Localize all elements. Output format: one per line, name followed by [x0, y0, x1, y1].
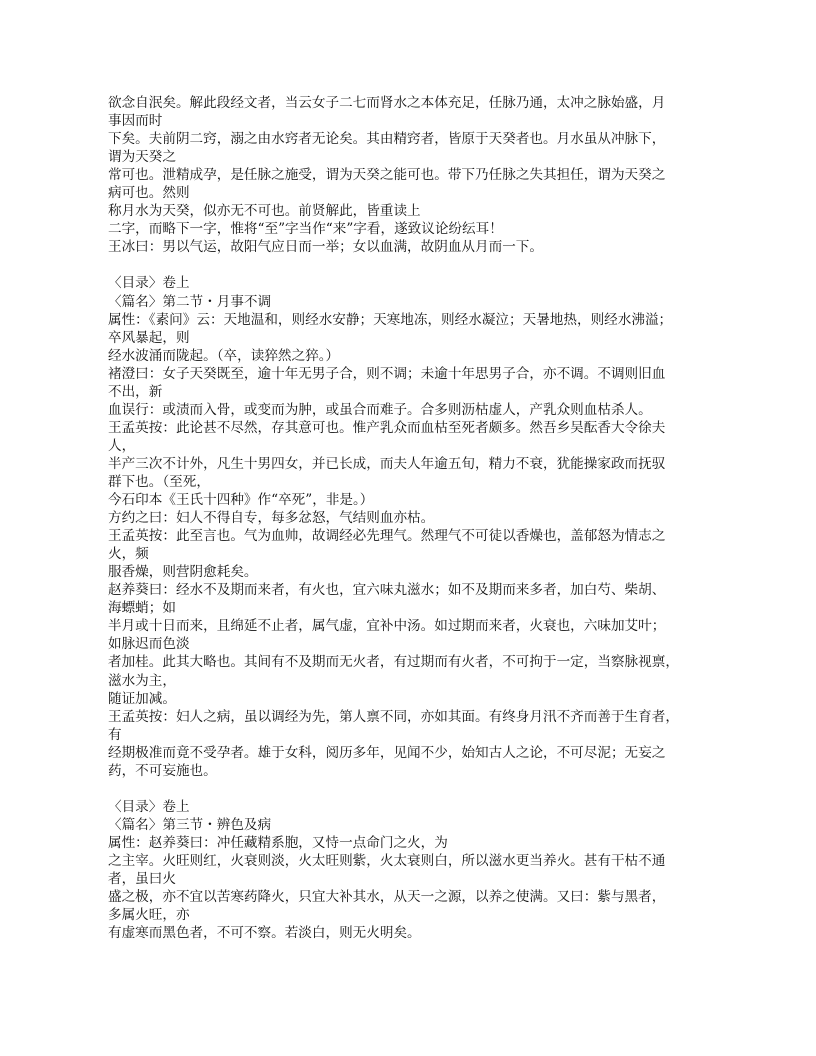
- text-line: 有虚寒而黑色者，不可不察。若淡白，则无火明矣。: [108, 925, 421, 942]
- text-line: 药，不可妄施也。: [108, 762, 217, 779]
- text-line: 半产三次不计外，凡生十男四女，并已长成，而夫人年逾五旬，精力不衰，犹能操家政而抚驭: [108, 455, 666, 472]
- text-line: 欲念自泯矣。解此段经文者，当云女子二七而肾水之本体充足，任脉乃通，太冲之脉始盛，月: [108, 95, 666, 111]
- text-line: 群下也。（至死，: [108, 473, 210, 490]
- section-3-color-and-disease: [108, 798, 718, 942]
- text-line: 如脉迟而色淡: [108, 636, 190, 653]
- text-line: 者加桂。此其大略也。其间有不及期而无火者，有过期而有火者，不可拘于一定，当察脉视禀，: [108, 654, 679, 671]
- text-line: 血误行：或渍而入骨，或变而为肿，或虽合而难子。合多则沥枯虚人，产乳众则血枯杀人。: [108, 401, 652, 418]
- section-continuation: [108, 94, 718, 256]
- document-page: [108, 94, 718, 942]
- text-line: 王孟英按：此论甚不尽然，存其意可也。惟产乳众而血枯至死者颇多。然吾乡吴酝香大令徐夫: [108, 419, 666, 436]
- text-line: 赵养葵曰：经水不及期而来者，有火也，宜六味丸滋水；如不及期而来多者，加白芍、柴胡、: [108, 582, 666, 599]
- blank-line: [108, 780, 718, 798]
- text-line: 滋水为主，: [108, 672, 176, 689]
- text-line: 火，频: [108, 546, 149, 563]
- text-line: 多属火旺，亦: [108, 907, 190, 924]
- text-line: 盛之极，亦不宜以苦寒药降火，只宜大补其水，从天一之源，以养之使满。又曰：紫与黑者，: [108, 889, 666, 906]
- text-line: 之主宰。火旺则红，火衰则淡，火太旺则紫，火太衰则白，所以滋水更当养火。甚有干枯不通: [108, 852, 666, 869]
- text-line: 海螵蛸；如: [108, 600, 176, 617]
- text-line: 经水波涌而陇起。（卒，读猝然之猝。）: [108, 347, 340, 364]
- text-line: 人，: [108, 437, 136, 454]
- text-line: 王孟英按：此至言也。气为血帅，故调经必先理气。然理气不可徒以香燥也，盖郁怒为情志之: [108, 528, 666, 545]
- text-line: 褚澄曰：女子天癸既至，逾十年无男子合，则不调；未逾十年思男子合，亦不调。不调则旧血: [108, 365, 666, 382]
- chapter-title: 〈篇名〉第二节・月事不调: [108, 293, 272, 310]
- text-line: 称月水为天癸，似亦无不可也。前贤解此，皆重读上: [108, 203, 421, 220]
- section-2-menstrual-irregularity: [108, 274, 718, 779]
- text-line: 半月或十日而来，且绵延不止者，属气虚，宜补中汤。如过期而来者，火衰也，六味加艾叶；: [108, 618, 666, 635]
- text-line: 随证加减。: [108, 690, 176, 707]
- chapter-title: 〈篇名〉第三节・辨色及病: [108, 816, 272, 833]
- text-line: 有: [108, 726, 122, 743]
- catalog-heading: 〈目录〉卷上: [108, 275, 190, 292]
- text-line: 下矣。夫前阴二窍，溺之由水窍者无论矣。其由精窍者，皆原于天癸者也。月水虽从冲脉下，: [108, 131, 666, 148]
- text-line: 方约之曰：妇人不得自专，每多忿怒，气结则血亦枯。: [108, 510, 435, 527]
- text-line: 谓为天癸之: [108, 149, 176, 166]
- text-line: 今石印本《王氏十四种》作“卒死”，非是。）: [108, 492, 374, 509]
- text-line: 王孟英按：妇人之病，虽以调经为先，第人禀不同，亦如其面。有终身月汛不齐而善于生育者，: [108, 708, 679, 725]
- text-line: 不出，新: [108, 383, 163, 400]
- text-line: 服香燥，则营阴愈耗矣。: [108, 564, 258, 581]
- text-line: 常可也。泄精成孕，是任脉之施受，谓为天癸之能可也。带下乃任脉之失其担任，谓为天癸之: [108, 167, 666, 184]
- text-line: 二字，而略下一字，惟将“至”字当作“来”字看，遂致议论纷纭耳！: [108, 221, 503, 238]
- text-line: 属性：赵养葵曰：冲任藏精系胞，又恃一点命门之火，为: [108, 834, 448, 851]
- text-line: 者，虽曰火: [108, 871, 176, 888]
- text-line: 病可也。然则: [108, 185, 190, 202]
- text-line: 卒风暴起，则: [108, 329, 190, 346]
- text-line: 经期极准而竟不受孕者。雄于女科，阅历多年，见闻不少，始知古人之论，不可尽泥；无妄之: [108, 744, 666, 761]
- text-line: 属性：《素问》云：天地温和，则经水安静；天寒地冻，则经水凝泣；天暑地热，则经水沸溢；: [108, 311, 673, 328]
- text-line: 王冰曰：男以气运，故阳气应日而一举；女以血满，故阴血从月而一下。: [108, 239, 543, 256]
- catalog-heading: 〈目录〉卷上: [108, 798, 190, 815]
- blank-line: [108, 256, 718, 274]
- text-line: 事因而时: [108, 113, 163, 130]
